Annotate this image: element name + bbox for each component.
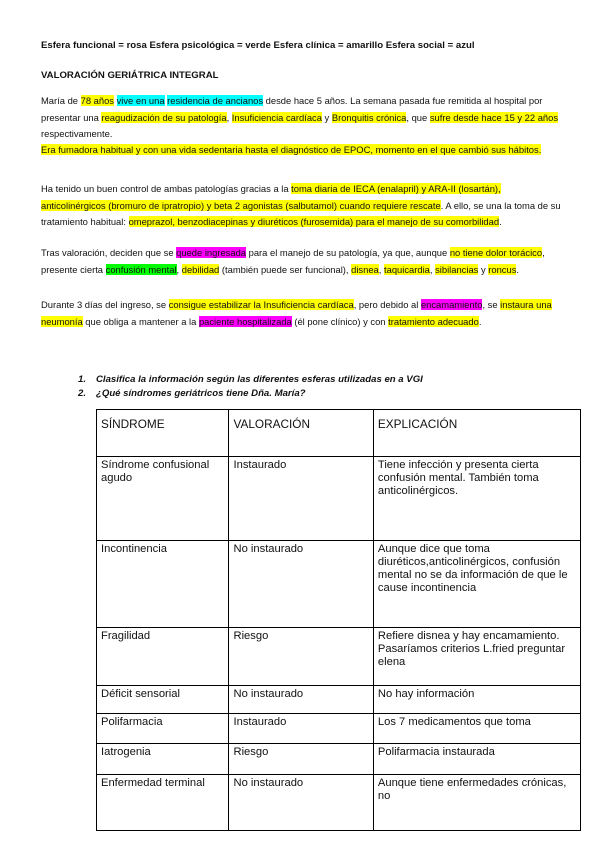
text-run: que obliga a mantener a la xyxy=(82,315,199,327)
header-valoracion: VALORACIÓN xyxy=(229,410,373,457)
cell-valoracion: Riesgo xyxy=(229,744,373,775)
cell-explicacion: No hay información xyxy=(373,686,580,714)
highlight-cyan: residencia de ancianos xyxy=(167,95,264,106)
paragraph-2 xyxy=(41,142,561,159)
cell-valoracion: No instaurado xyxy=(229,686,373,714)
cell-explicacion: Refiere disnea y hay encamamiento. Pasaríamos criterios L.fried preguntar elena xyxy=(373,628,580,686)
text-run: , que xyxy=(406,111,430,123)
syndromes-table xyxy=(96,409,581,831)
table-header-row xyxy=(97,410,581,457)
text-run: , xyxy=(226,111,232,123)
table-row xyxy=(97,541,581,628)
text-run: María de xyxy=(41,95,81,106)
highlight-yellow: Era fumadora habitual y con una vida sedentaria hasta el diagnóstico de EPOC, momento en el que cambió sus hábitos. xyxy=(41,144,542,155)
text-run: respectivamente. xyxy=(41,128,113,139)
highlight-cyan: vive en una xyxy=(116,95,165,106)
text-run: Tras valoración, deciden que se xyxy=(41,247,177,258)
cell-explicacion: Polifarmacia instaurada xyxy=(373,744,580,775)
highlight-yellow: reagudización de su patología xyxy=(101,111,227,123)
header-explicacion: EXPLICACIÓN xyxy=(373,410,580,457)
table-row xyxy=(97,775,581,831)
text-run: (también puede ser funcional), xyxy=(219,263,352,275)
paragraph-3 xyxy=(41,181,561,231)
table-row xyxy=(97,686,581,714)
question-item xyxy=(78,387,423,401)
text-run: para el manejo de su patología, ya que, aunque xyxy=(246,247,450,258)
cell-sindrome: Síndrome confusional agudo xyxy=(97,457,229,541)
text-run: , xyxy=(378,263,384,275)
table-row xyxy=(97,714,581,744)
highlight-green: confusión mental xyxy=(105,263,177,275)
text-run: Ha tenido un buen control de ambas patologías gracias a la xyxy=(41,183,292,194)
text-run: , xyxy=(176,263,182,275)
text-run: . xyxy=(499,216,502,227)
cell-sindrome: Enfermedad terminal xyxy=(97,775,229,831)
highlight-yellow: omeprazol, benzodiacepinas y diuréticos (furosemida) para el manejo de su comorbilidad xyxy=(128,216,500,227)
highlight-magenta: quede ingresada xyxy=(176,247,247,258)
question-list xyxy=(78,373,423,401)
cell-sindrome: Incontinencia xyxy=(97,541,229,628)
cell-valoracion: No instaurado xyxy=(229,775,373,831)
text-run: , pero debido al xyxy=(353,299,421,310)
question-item xyxy=(78,373,423,387)
cell-sindrome: Fragilidad xyxy=(97,628,229,686)
question-number: 1. xyxy=(78,374,87,385)
highlight-yellow: disnea xyxy=(351,263,379,275)
table-row xyxy=(97,628,581,686)
paragraph-1 xyxy=(41,93,561,143)
question-text: Clasifica la información según las diferentes esferas utilizadas en a VGI xyxy=(96,374,423,385)
cell-explicacion: Aunque dice que toma diuréticos,anticolinérgicos, confusión mental no se da información de que le cause incontinencia xyxy=(373,541,580,628)
text-run: desde hace 5 años. La semana pasada fue remitida al hospital por presentar una xyxy=(41,95,543,123)
cell-sindrome: Polifarmacia xyxy=(97,714,229,744)
cell-explicacion: Tiene infección y presenta cierta confusión mental. También toma anticolinérgicos. xyxy=(373,457,580,541)
text-run: . xyxy=(516,263,519,275)
highlight-yellow: no tiene dolor torácico xyxy=(449,247,543,258)
text-run: , presente cierta xyxy=(41,247,545,275)
highlight-yellow: instaura una neumonía xyxy=(41,299,552,327)
highlight-yellow: sibilancias xyxy=(435,263,479,275)
cell-valoracion: Instaurado xyxy=(229,714,373,744)
question-number: 2. xyxy=(78,388,87,399)
highlight-yellow: Bronquitis crónica xyxy=(331,111,407,123)
cell-valoracion: No instaurado xyxy=(229,541,373,628)
cell-sindrome: Déficit sensorial xyxy=(97,686,229,714)
text-run: , se xyxy=(482,299,501,310)
color-legend: Esfera funcional = rosa Esfera psicológica = verde Esfera clínica = amarillo Esfera social = azul xyxy=(41,40,475,51)
highlight-yellow: taquicardia xyxy=(384,263,430,275)
highlight-yellow: tratamiento adecuado xyxy=(388,315,479,327)
paragraph-5 xyxy=(41,297,561,330)
text-run: . A ello, se una la toma de su tratamiento habitual: xyxy=(41,199,561,227)
document-title: VALORACIÓN GERIÁTRICA INTEGRAL xyxy=(41,70,219,81)
text-run: y xyxy=(478,263,489,275)
cell-sindrome: Iatrogenia xyxy=(97,744,229,775)
cell-valoracion: Instaurado xyxy=(229,457,373,541)
highlight-yellow: consigue estabilizar la Insuficiencia cardíaca xyxy=(168,299,354,310)
text-run: . xyxy=(478,315,482,327)
table-row xyxy=(97,457,581,541)
highlight-yellow: debilidad xyxy=(181,263,220,275)
text-run: , xyxy=(429,263,436,275)
highlight-yellow: 78 años xyxy=(80,95,114,106)
paragraph-4 xyxy=(41,245,561,278)
highlight-magenta: encamamiento xyxy=(420,299,483,310)
header-sindrome: SÍNDROME xyxy=(97,410,229,457)
table-row xyxy=(97,744,581,775)
highlight-yellow: sufre desde hace 15 y 22 años xyxy=(429,111,559,123)
cell-explicacion: Aunque tiene enfermedades crónicas, no xyxy=(373,775,580,831)
cell-valoracion: Riesgo xyxy=(229,628,373,686)
highlight-yellow: toma diaria de IECA (enalapril) y ARA-II (losartán), anticolinérgicos (bromuro de ipratropio) y beta 2 agonistas (salbutamol) cuando requiere rescate xyxy=(41,183,501,211)
highlight-yellow: roncus xyxy=(488,263,517,275)
text-run: y xyxy=(321,111,332,123)
text-run: (él pone clínico) y con xyxy=(291,315,389,327)
cell-explicacion: Los 7 medicamentos que toma xyxy=(373,714,580,744)
question-text: ¿Qué síndromes geriátricos tiene Dña. María? xyxy=(96,388,306,399)
text-run: Durante 3 días del ingreso, se xyxy=(41,299,169,310)
highlight-magenta: paciente hospitalizada xyxy=(198,315,292,327)
highlight-yellow: Insuficiencia cardíaca xyxy=(231,111,322,123)
